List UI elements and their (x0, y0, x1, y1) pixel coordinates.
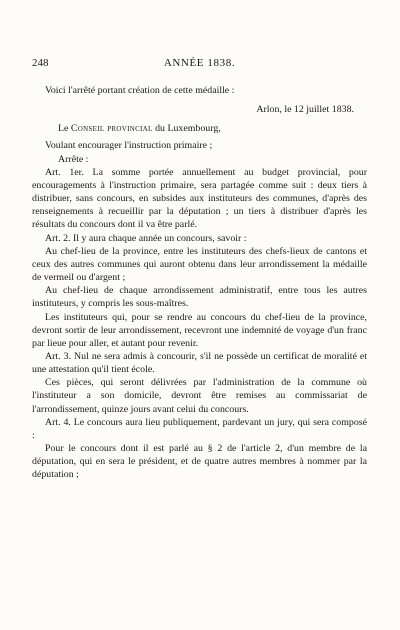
article-2: Art. 2. Il y aura chaque année un concours, savoir : (45, 232, 247, 244)
council-line (32, 122, 367, 135)
intro-line: Voici l'arrêté portant création de cette médaille : (45, 85, 235, 96)
article-2-paragraph-a: Au chef-lieu de la province, entre les instituteurs des chefs-lieux de cantons et ceux des autres communes qui auront obtenu dans leur arrondissement la médaille de vermeil ou d'argent ; (32, 245, 367, 284)
council-prefix: Le (58, 123, 69, 135)
voulant-line: Voulant encourager l'instruction primaire ; (45, 140, 213, 152)
article-4-paragraph-a: Pour le concours dont il est parlé au § 2 de l'article 2, d'un membre de la députation, qui en sera le président, et de quatre autres membres à nommer par la députation ; (32, 443, 367, 481)
article-2-paragraph-c: Les instituteurs qui, pour se rendre au concours du chef-lieu de la province, devront sortir de leur arrondissement, recevront une indemnité de voyage d'un franc par lieue pour aller, et autant pour revenir. (32, 311, 367, 349)
article-2-paragraph-b: Au chef-lieu de chaque arrondissement administratif, entre tous les autres instituteurs, y compris les sous-maîtres. (32, 285, 367, 310)
dateline: Arlon, le 12 juillet 1838. (256, 104, 354, 116)
article-3: Art. 3. Nul ne sera admis à concourir, s'il ne possède un certificat de moralité et une attestation qu'il tient école. (32, 350, 367, 376)
article-3-paragraph-b: Ces pièces, qui seront délivrées par l'administration de la commune où l'instituteur a son domicile, devront être remises au commissariat de l'arrondissement, quinze jours avant celui du concours. (32, 377, 367, 415)
council-suffix: du Luxembourg, (155, 123, 221, 135)
article-1: Art. 1er. La somme portée annuellement au budget provincial, pour encouragements à l'instruction primaire, sera partagée comme suit : deux tiers à distribuer, sans concours, en subsides aux instituteurs des communes, d'après des renseignements à recueillir par la députation ; un tiers à distribuer d'après les résultats du concours dont il va être parlé. (32, 166, 367, 231)
page-body (32, 84, 367, 482)
arrete-line: Arrête : (58, 153, 89, 165)
council-name: Conseil provincial (70, 123, 153, 135)
page-number: 248 (32, 57, 49, 69)
article-4: Art. 4. Le concours aura lieu publiquement, pardevant un jury, qui sera composé : (32, 416, 367, 441)
running-title: ANNÉE 1838. (163, 57, 236, 69)
